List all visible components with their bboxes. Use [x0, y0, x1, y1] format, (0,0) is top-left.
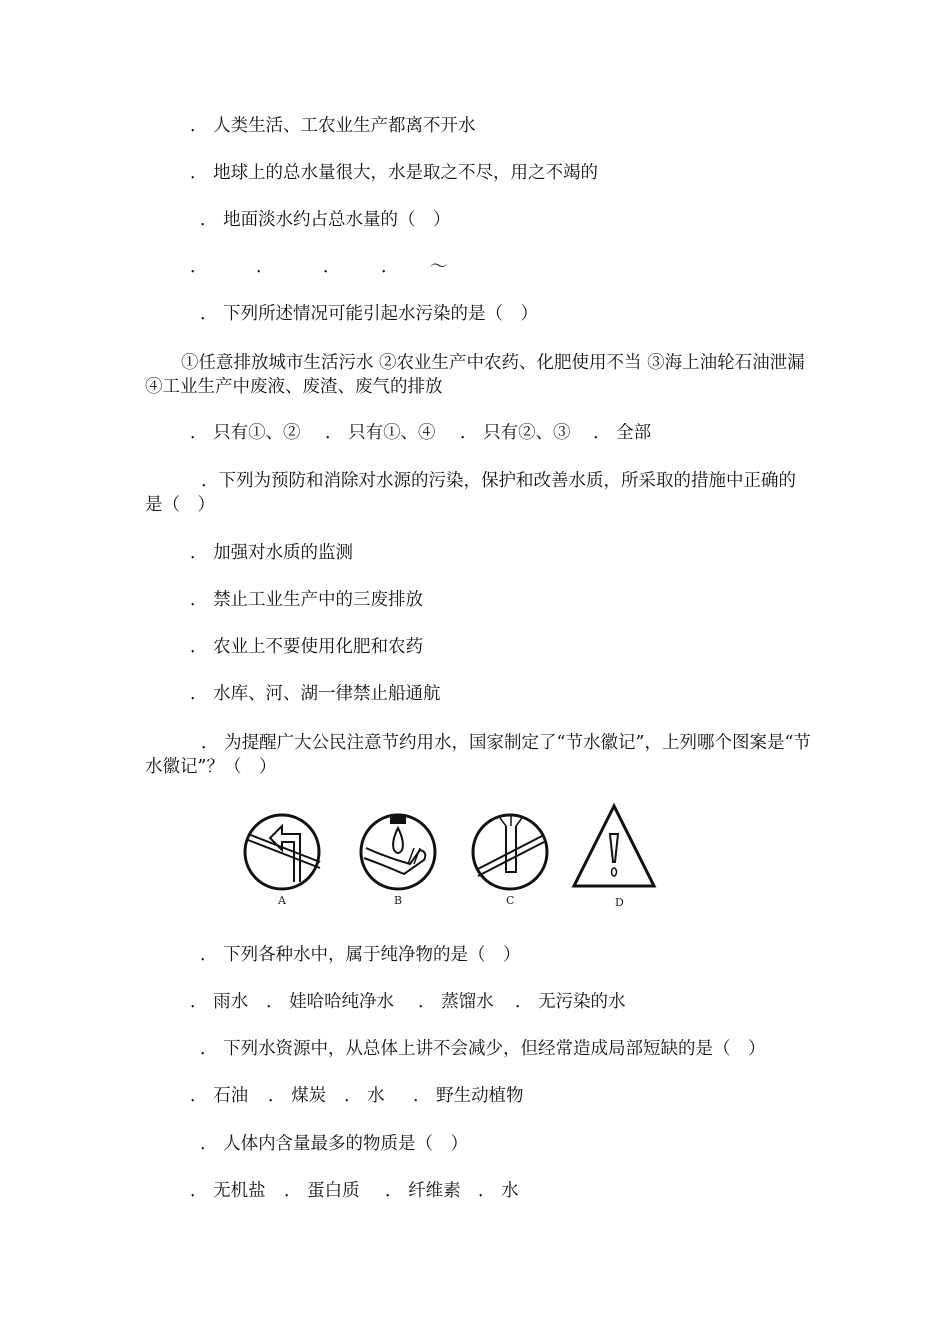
question-stem: ．下列为预防和消除对水源的污染，保护和改善水质，所采取的措施中正确的是（ ） [145, 471, 796, 515]
option: ． 无机盐 [190, 1181, 266, 1201]
emblem-c [473, 815, 547, 889]
emblem-label: B [394, 894, 403, 907]
option: ． 煤炭 [268, 1086, 327, 1106]
question-stem: ． 人体内含量最多的物质是（ ） [200, 1134, 469, 1154]
option-line: ． 农业上不要使用化肥和农药 [190, 637, 424, 657]
option: ． 蒸馏水 [418, 992, 494, 1012]
emblem-label: A [278, 894, 286, 907]
option: ． 石油 [190, 1086, 249, 1106]
option-line: ． 禁止工业生产中的三废排放 [190, 590, 424, 610]
option: ． 蛋白质 [284, 1181, 360, 1201]
water-emblem-figure [238, 800, 668, 915]
option: ． 水 [344, 1086, 385, 1106]
option: ． 纤维素 [385, 1181, 461, 1201]
emblem-d [574, 806, 654, 886]
option: ． 雨水 [190, 992, 249, 1012]
emblem-b [361, 815, 435, 889]
question-stem: ． 地面淡水约占总水量的（ ） [200, 210, 451, 230]
question-stem: ． 为提醒广大公民注意节约用水，国家制定了“节水徽记”，上列哪个图案是“节水徽记”？（ ） [145, 733, 811, 777]
option: ． 只有①、② [190, 423, 301, 443]
option: ． 水 [478, 1181, 519, 1201]
option: ． 娃哈哈纯净水 [266, 992, 395, 1012]
emblem-a [245, 815, 320, 889]
question-stem: ． 下列所述情况可能引起水污染的是（ ） [200, 304, 539, 324]
option-line: ． 加强对水质的监测 [190, 543, 354, 563]
emblem-label: D [615, 896, 624, 909]
emblem-label: C [506, 894, 515, 907]
option: ． 只有①、④ [325, 423, 436, 443]
option: ． 野生动植物 [413, 1086, 524, 1106]
option-line: ． 地球上的总水量很大，水是取之不尽，用之不竭的 [190, 163, 599, 183]
option-line: ． 人类生活、工农业生产都离不开水 [190, 116, 476, 136]
option: ． 只有②、③ [460, 423, 571, 443]
option: ～ [430, 257, 448, 277]
option-line: ． 水库、河、湖一律禁止船通航 [190, 684, 441, 704]
option: ． [323, 257, 341, 277]
option: ． 全部 [593, 423, 652, 443]
option: ． [190, 257, 208, 277]
question-stem: ． 下列各种水中，属于纯净物的是（ ） [200, 945, 521, 965]
question-stem: ． 下列水资源中，从总体上讲不会减少，但经常造成局部短缺的是（ ） [200, 1039, 766, 1059]
question-statement: ①任意排放城市生活污水 ②农业生产中农药、化肥使用不当 ③海上油轮石油泄漏 ④工业生产中废液、废渣、废气的排放 [145, 353, 805, 397]
option: ． [381, 257, 399, 277]
option: ． 无污染的水 [515, 992, 626, 1012]
option: ． [256, 257, 274, 277]
